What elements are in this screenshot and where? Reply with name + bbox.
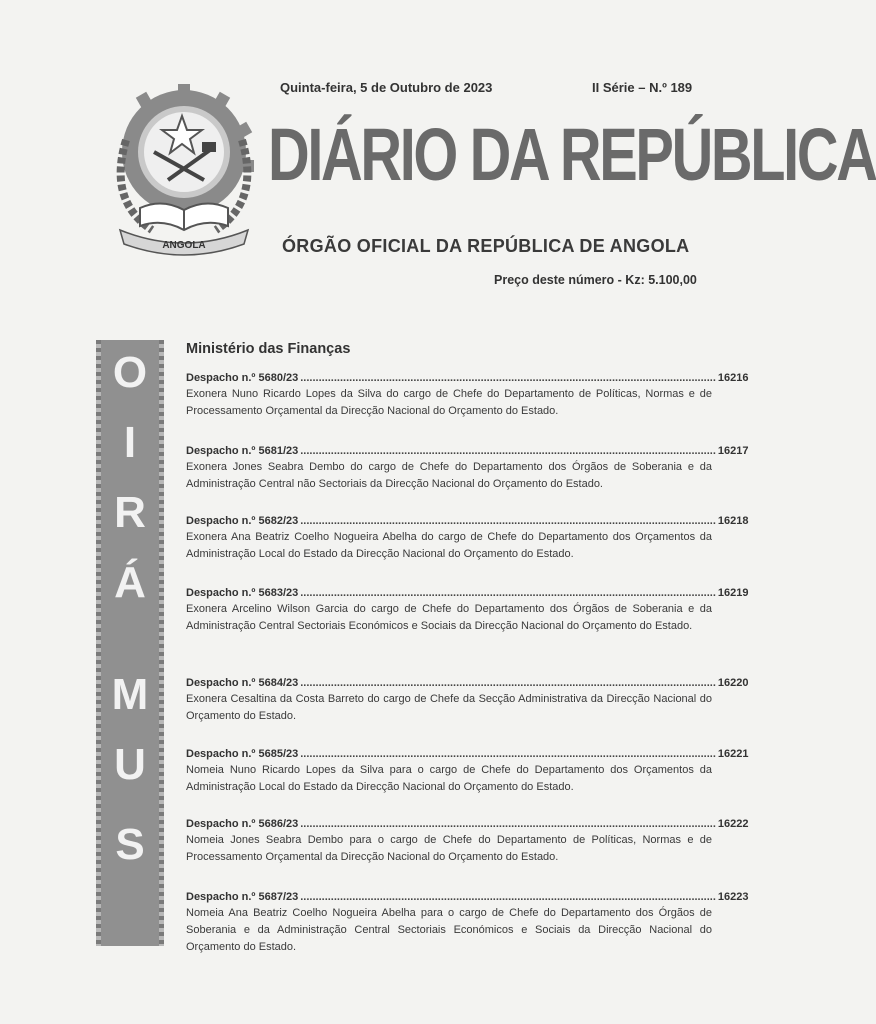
- summary-entry: [186, 891, 749, 956]
- entry-reference: Despacho n.º 5680/23: [186, 372, 299, 384]
- emblem-label: ANGOLA: [162, 240, 206, 251]
- entry-page-number: 16216: [717, 372, 749, 384]
- series-number: II Série – N.º 189: [592, 80, 693, 95]
- leader-dots: ........................................................................................................................................: [300, 677, 716, 689]
- entry-description: Exonera Nuno Ricardo Lopes da Silva do cargo de Chefe do Departamento de Políticas, Normas e de Processamento Orçamental da Direcção Nacional do Orçamento do Estado.: [186, 388, 712, 417]
- issue-price: Preço deste número - Kz: 5.100,00: [494, 273, 697, 287]
- section-title: Ministério das Finanças: [186, 341, 351, 357]
- leader-dots: ........................................................................................................................................: [300, 372, 716, 384]
- entry-page-number: 16219: [717, 587, 749, 599]
- leader-dots: ........................................................................................................................................: [300, 445, 716, 457]
- summary-letter: I: [123, 418, 137, 467]
- entry-reference: Despacho n.º 5682/23: [186, 515, 299, 527]
- entry-description: Exonera Cesaltina da Costa Barreto do cargo de Chefe da Secção Administrativa da Direcção Nacional do Orçamento do Estado.: [186, 693, 712, 722]
- entry-reference: Despacho n.º 5685/23: [186, 748, 299, 760]
- summary-entry: [186, 372, 749, 420]
- entry-description: Nomeia Ana Beatriz Coelho Nogueira Abelha para o cargo de Chefe do Departamento dos Órgãos de Soberania e da Administração Central Sectoriais Económicos e Sociais da Direcção Nacional do Orçamento do Estado.: [186, 907, 712, 953]
- masthead-subtitle: ÓRGÃO OFICIAL DA REPÚBLICA DE ANGOLA: [282, 236, 690, 256]
- summary-letter: S: [115, 820, 145, 869]
- entry-reference: Despacho n.º 5684/23: [186, 677, 299, 689]
- summary-entry: [186, 445, 749, 493]
- summary-entry: [186, 818, 749, 866]
- summary-entry: [186, 748, 749, 796]
- entry-description: Exonera Jones Seabra Dembo do cargo de Chefe do Departamento dos Órgãos de Soberania e da Administração Central não Sectoriais da Direcção Nacional do Orçamento do Estado.: [186, 461, 712, 490]
- entry-description: Nomeia Nuno Ricardo Lopes da Silva para o cargo de Chefe do Departamento dos Orçamentos da Administração Local do Estado da Direcção Nacional do Orçamento do Estado.: [186, 764, 712, 793]
- entry-page-number: 16220: [717, 677, 749, 689]
- angola-coat-of-arms-icon: [92, 80, 264, 252]
- entry-page-number: 16217: [717, 445, 749, 457]
- entry-description: Exonera Arcelino Wilson Garcia do cargo de Chefe do Departamento dos Órgãos de Soberania e da Administração Central Sectoriais Económicos e Sociais da Direcção Nacional do Orçamento do Estado.: [186, 603, 712, 632]
- summary-letter: Á: [114, 558, 146, 607]
- summary-letter: O: [112, 348, 148, 397]
- entry-page-number: 16218: [717, 515, 749, 527]
- entry-page-number: 16222: [717, 818, 749, 830]
- leader-dots: ........................................................................................................................................: [300, 587, 716, 599]
- leader-dots: ........................................................................................................................................: [300, 891, 716, 903]
- entry-page-number: 16223: [717, 891, 749, 903]
- summary-entry: [186, 677, 749, 725]
- summary-entry: [186, 587, 749, 635]
- leader-dots: ........................................................................................................................................: [300, 818, 716, 830]
- entry-description: Exonera Ana Beatriz Coelho Nogueira Abelha do cargo de Chefe do Departamento dos Orçamentos da Administração Local do Estado da Direcção Nacional do Orçamento do Estado.: [186, 531, 712, 560]
- summary-letter: M: [111, 670, 149, 719]
- entry-reference: Despacho n.º 5681/23: [186, 445, 299, 457]
- summary-entry: [186, 515, 749, 563]
- masthead-title: DIÁRIO DA REPÚBLICA: [268, 113, 876, 196]
- leader-dots: ........................................................................................................................................: [300, 515, 716, 527]
- leader-dots: ........................................................................................................................................: [300, 748, 716, 760]
- entry-description: Nomeia Jones Seabra Dembo para o cargo de Chefe do Departamento de Políticas, Normas e de Processamento Orçamental da Direcção Nacional do Orçamento do Estado.: [186, 834, 712, 863]
- entry-reference: Despacho n.º 5683/23: [186, 587, 299, 599]
- entry-reference: Despacho n.º 5686/23: [186, 818, 299, 830]
- summary-letter: U: [114, 740, 146, 789]
- summary-letter: R: [114, 488, 146, 537]
- publication-date: Quinta-feira, 5 de Outubro de 2023: [280, 80, 493, 95]
- entry-page-number: 16221: [717, 748, 749, 760]
- entry-reference: Despacho n.º 5687/23: [186, 891, 299, 903]
